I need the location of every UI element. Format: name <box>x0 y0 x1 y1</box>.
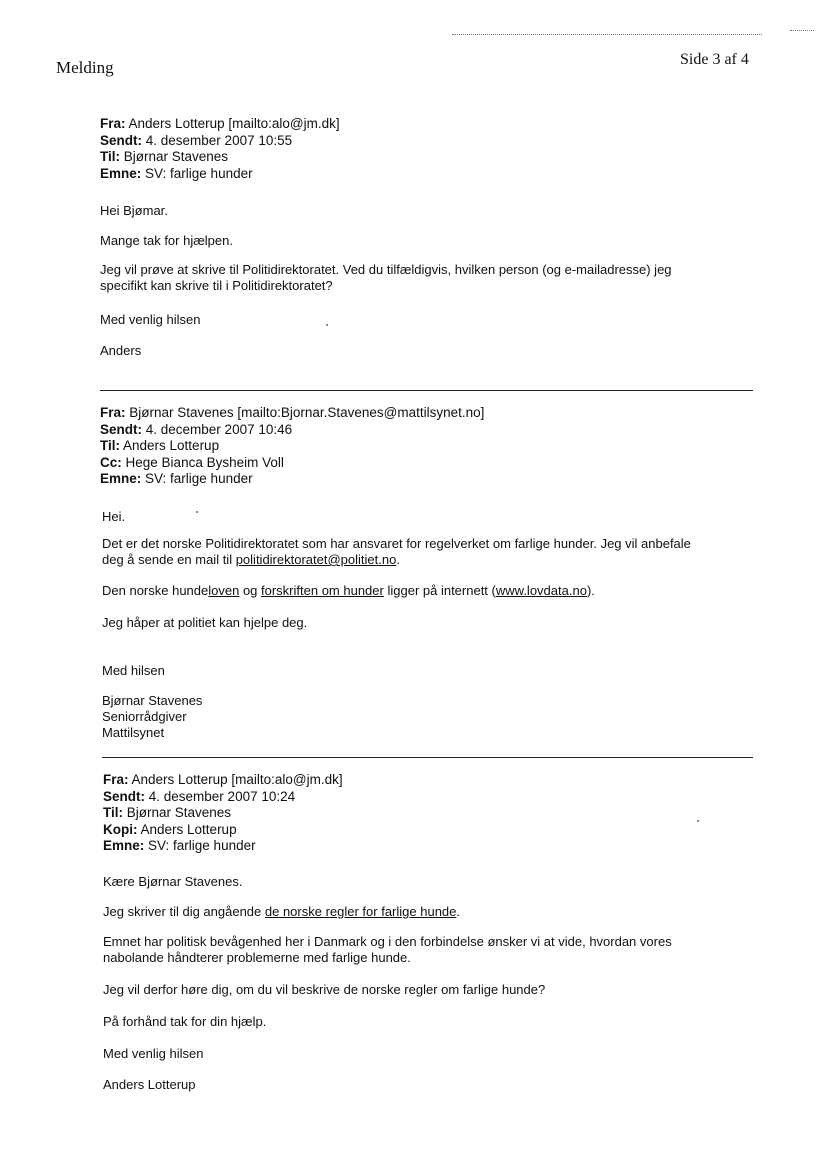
header-label: Fra: <box>100 405 126 420</box>
email-greeting: Hei. <box>102 509 126 524</box>
header-label: Emne: <box>100 471 142 487</box>
scan-dotted-line-short <box>790 30 814 31</box>
header-label: Til: <box>100 438 120 454</box>
header-cc <box>100 455 484 472</box>
header-sent <box>103 789 343 806</box>
header-label: Cc: <box>100 454 122 470</box>
header-to <box>100 438 484 455</box>
email-paragraph-line: Jeg vil prøve at skrive til Politidirektoratet. Ved du tilfældigvis, hvilken person (og e-mailadresse) jeg <box>100 262 672 277</box>
header-value: Anders Lotterup [mailto:alo@jm.dk] <box>131 772 343 787</box>
page-title: Melding <box>56 58 114 77</box>
email-headers <box>100 405 484 488</box>
email-separator <box>102 757 753 758</box>
signature-org: Mattilsynet <box>102 725 165 740</box>
header-copy <box>103 822 343 839</box>
header-sent <box>100 133 340 150</box>
header-label: Sendt: <box>103 788 145 804</box>
text: ). <box>586 583 595 598</box>
header-value: 4. desember 2007 10:55 <box>145 132 293 148</box>
email-greeting: Hei Bjømar. <box>100 203 168 218</box>
email-paragraph-line: nabolande håndterer problemerne med farlige hunde. <box>103 950 411 965</box>
header-to <box>100 149 340 166</box>
header-label: Til: <box>100 149 120 165</box>
scan-speck <box>326 324 328 326</box>
header-value: Bjørnar Stavenes [mailto:Bjornar.Stavenes@mattilsynet.no] <box>129 405 485 420</box>
rules-link[interactable]: de norske regler for farlige hunde <box>264 904 457 919</box>
text: deg å sende en mail til <box>102 552 236 567</box>
email-paragraph <box>103 904 460 920</box>
text: Jeg skriver til dig angående <box>103 904 265 919</box>
header-subject <box>103 838 343 855</box>
regulation-link[interactable]: forskriften om hunder <box>261 583 384 598</box>
header-label: Til: <box>103 805 123 821</box>
header-from <box>100 116 340 133</box>
text: . <box>456 904 461 919</box>
email-paragraph: På forhånd tak for din hjælp. <box>103 1014 267 1029</box>
header-to <box>103 805 343 822</box>
header-value: Anders Lotterup [mailto:alo@jm.dk] <box>128 116 340 131</box>
header-value: Bjørnar Stavenes <box>126 805 232 821</box>
header-label: Kopi: <box>103 821 138 837</box>
email-paragraph <box>102 583 595 599</box>
email-signature: Anders Lotterup <box>103 1077 196 1092</box>
email-closing: Med venlig hilsen <box>100 312 201 327</box>
header-value: Anders Lotterup <box>123 438 220 454</box>
header-subject <box>100 166 340 183</box>
law-link[interactable]: loven <box>208 583 240 598</box>
header-value: SV: farlige hunder <box>145 471 253 487</box>
email-paragraph: Jeg håper at politiet kan hjelpe deg. <box>102 615 308 630</box>
text: ligger på internett ( <box>383 583 496 598</box>
email-paragraph: Mange tak for hjælpen. <box>100 233 233 248</box>
email-paragraph-line: specifikt kan skrive til i Politidirektoratet? <box>100 278 333 293</box>
header-from <box>103 772 343 789</box>
email-headers <box>103 772 343 855</box>
email-closing: Med hilsen <box>102 663 165 678</box>
email-closing: Med venlig hilsen <box>103 1046 204 1061</box>
email-paragraph-line: Det er det norske Politidirektoratet som har ansvaret for regelverket om farlige hunder. Jeg vil anbefale <box>102 536 691 551</box>
header-value: SV: farlige hunder <box>145 165 253 181</box>
header-value: Bjørnar Stavenes <box>123 149 229 165</box>
header-label: Fra: <box>103 772 129 787</box>
header-value: SV: farlige hunder <box>148 838 256 854</box>
header-value: 4. desember 2007 10:24 <box>148 788 296 804</box>
text: og <box>239 583 262 598</box>
header-sent <box>100 422 484 439</box>
header-value: 4. december 2007 10:46 <box>145 421 293 437</box>
header-label: Emne: <box>103 838 145 854</box>
header-value: Anders Lotterup <box>140 821 237 837</box>
email-greeting: Kære Bjørnar Stavenes. <box>103 874 243 889</box>
header-label: Sendt: <box>100 132 142 148</box>
scan-dotted-line <box>452 34 762 35</box>
header-label: Emne: <box>100 165 142 181</box>
lovdata-link[interactable]: www.lovdata.no <box>495 583 587 598</box>
header-subject <box>100 471 484 488</box>
header-from <box>100 405 484 422</box>
text: . <box>396 552 400 567</box>
scan-speck <box>697 820 699 822</box>
email-signature: Anders <box>100 343 142 358</box>
signature-name: Bjørnar Stavenes <box>102 693 203 708</box>
email-paragraph-line: Emnet har politisk bevågenhed her i Danmark og i den forbindelse ønsker vi at vide, hvordan vores <box>103 934 672 949</box>
signature-title: Seniorrådgiver <box>102 709 187 724</box>
header-value: Hege Bianca Bysheim Voll <box>125 454 284 470</box>
scan-speck <box>196 511 198 513</box>
email-headers <box>100 116 340 182</box>
header-label: Sendt: <box>100 421 142 437</box>
email-separator <box>100 390 753 391</box>
header-label: Fra: <box>100 116 126 131</box>
email-paragraph-line <box>102 552 400 568</box>
text: Den norske hunde <box>102 583 209 598</box>
page-number: Side 3 af 4 <box>680 51 749 68</box>
email-paragraph: Jeg vil derfor høre dig, om du vil beskrive de norske regler om farlige hunde? <box>103 982 546 997</box>
email-link[interactable]: politidirektoratet@politiet.no <box>235 552 397 567</box>
